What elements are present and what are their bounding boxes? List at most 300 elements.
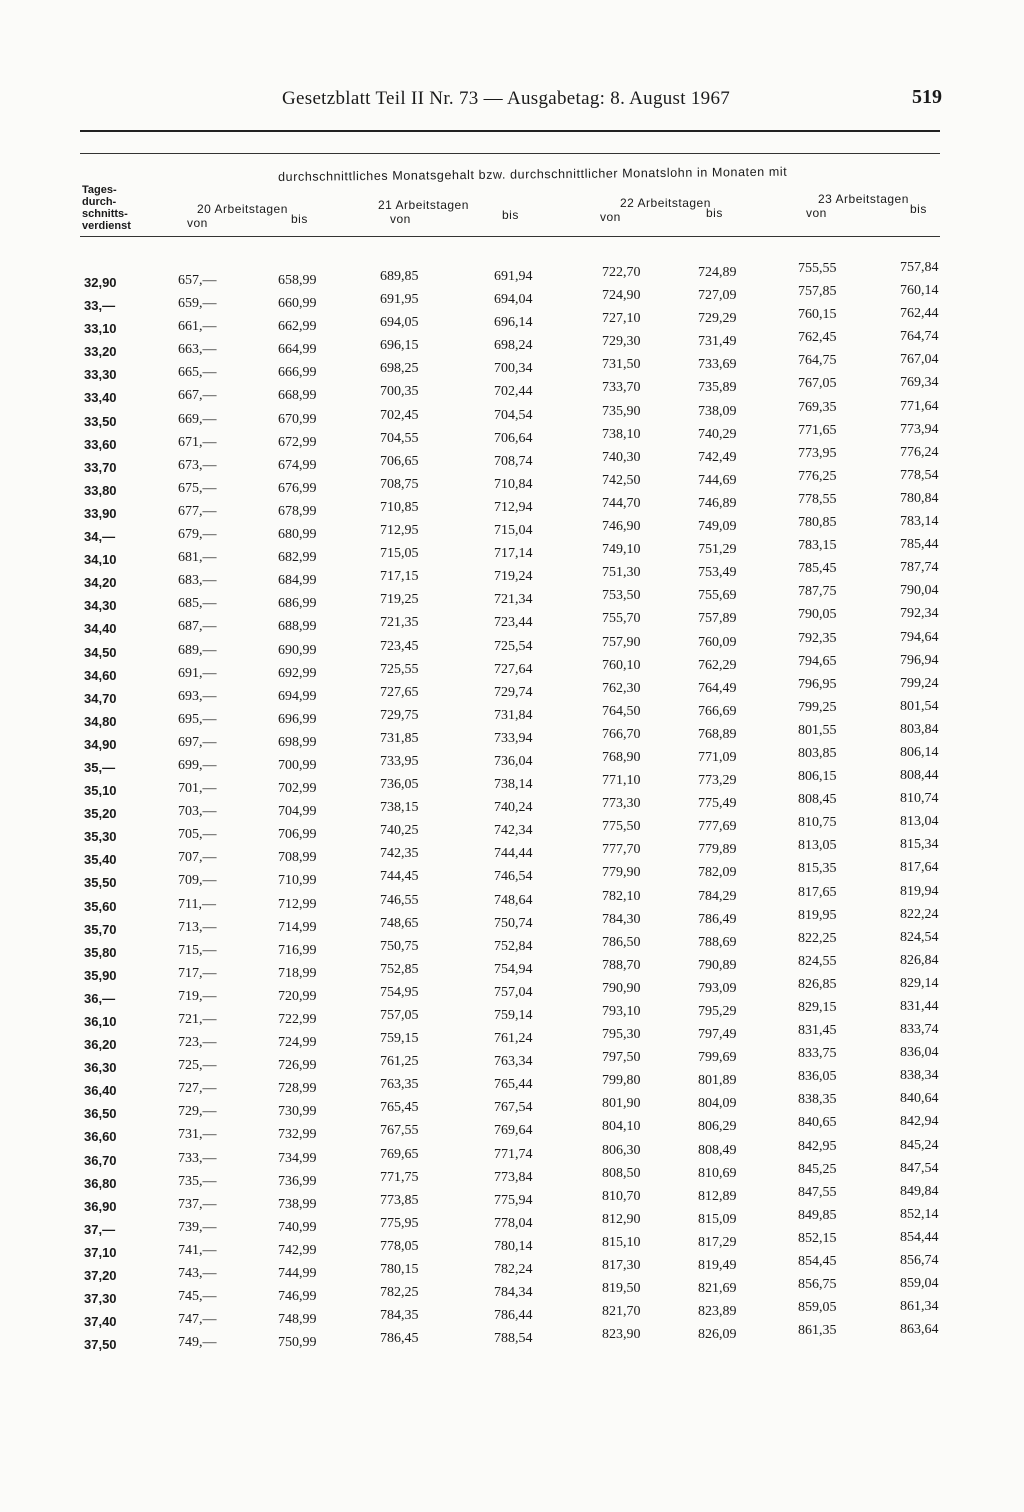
cell-von-23: 829,15 [798, 1000, 837, 1015]
cell-daily-average: 36,80 [84, 1175, 117, 1191]
cell-daily-average: 37,20 [84, 1268, 117, 1284]
cell-bis-22: 810,69 [698, 1165, 737, 1181]
cell-bis-23: 813,04 [900, 814, 939, 830]
cell-von-22: 799,80 [602, 1073, 641, 1089]
cell-von-20: 729,— [178, 1104, 217, 1120]
cell-von-20: 681,— [178, 550, 217, 566]
cell-von-22: 740,30 [602, 449, 641, 465]
cell-bis-20: 742,99 [278, 1242, 317, 1258]
cell-bis-20: 662,99 [278, 319, 317, 335]
cell-von-22: 821,70 [602, 1304, 641, 1320]
cell-von-21: 704,55 [380, 430, 419, 446]
cell-bis-21: 721,34 [494, 592, 533, 608]
cell-bis-22: 733,69 [698, 357, 737, 373]
cell-von-23: 764,75 [798, 353, 837, 369]
cell-bis-22: 779,89 [698, 842, 737, 858]
cell-von-23: 762,45 [798, 330, 837, 346]
cell-daily-average: 35,50 [84, 875, 117, 891]
cell-bis-23: 856,74 [900, 1253, 939, 1269]
cell-daily-average: 35,60 [84, 898, 117, 914]
cell-von-23: 803,85 [798, 745, 837, 761]
cell-bis-22: 764,49 [698, 680, 737, 696]
cell-bis-22: 808,49 [698, 1142, 737, 1158]
cell-von-21: 706,65 [380, 453, 419, 469]
cell-daily-average: 35,30 [84, 829, 117, 845]
cell-bis-21: 691,94 [494, 269, 533, 284]
cell-bis-21: 784,34 [494, 1285, 533, 1301]
cell-bis-23: 785,44 [900, 537, 939, 553]
cell-von-20: 673,— [178, 457, 217, 473]
cell-daily-average: 36,40 [84, 1083, 117, 1099]
cell-bis-20: 676,99 [278, 480, 317, 496]
cell-bis-22: 724,89 [698, 265, 737, 280]
cell-bis-21: 771,74 [494, 1146, 533, 1162]
cell-von-23: 806,15 [798, 769, 837, 785]
cell-von-20: 661,— [178, 319, 217, 335]
cell-bis-21: 740,24 [494, 800, 533, 816]
cell-daily-average: 33,10 [84, 321, 117, 337]
cell-von-23: 794,65 [798, 653, 837, 669]
cell-daily-average: 35,90 [84, 967, 117, 983]
cell-von-23: 845,25 [798, 1161, 837, 1177]
cell-von-23: 813,05 [798, 838, 837, 854]
cell-von-23: 769,35 [798, 399, 837, 415]
cell-bis-20: 724,99 [278, 1035, 317, 1051]
cell-von-22: 729,30 [602, 334, 641, 350]
cell-bis-22: 819,49 [698, 1258, 737, 1274]
cell-bis-23: 806,14 [900, 744, 939, 760]
cell-bis-23: 790,04 [900, 583, 939, 599]
cell-bis-21: 754,94 [494, 961, 533, 977]
cell-von-21: 715,05 [380, 546, 419, 562]
cell-von-23: 771,65 [798, 422, 837, 438]
cell-von-23: 796,95 [798, 676, 837, 692]
stub-header-line: verdienst [82, 220, 131, 232]
cell-bis-20: 664,99 [278, 342, 317, 358]
cell-bis-20: 674,99 [278, 457, 317, 473]
cell-von-20: 693,— [178, 688, 217, 704]
cell-daily-average: 37,40 [84, 1314, 117, 1330]
cell-bis-22: 806,29 [698, 1119, 737, 1135]
cell-von-23: 783,15 [798, 538, 837, 554]
cell-von-21: 736,05 [380, 777, 419, 793]
cell-von-20: 669,— [178, 411, 217, 427]
cell-bis-20: 678,99 [278, 503, 317, 519]
cell-bis-22: 826,09 [698, 1327, 737, 1343]
cell-von-20: 707,— [178, 850, 217, 866]
cell-von-20: 731,— [178, 1127, 217, 1143]
cell-bis-22: 801,89 [698, 1073, 737, 1089]
cell-bis-23: 764,74 [900, 329, 939, 345]
cell-bis-22: 768,89 [698, 726, 737, 742]
cell-daily-average: 33,50 [84, 413, 117, 429]
cell-von-23: 838,35 [798, 1092, 837, 1108]
cell-bis-23: 819,94 [900, 883, 939, 899]
cell-von-22: 808,50 [602, 1165, 641, 1181]
cell-von-20: 671,— [178, 434, 217, 450]
cell-von-20: 701,— [178, 781, 217, 797]
cell-bis-23: 861,34 [900, 1299, 939, 1315]
cell-von-22: 793,10 [602, 1004, 641, 1019]
cell-von-23: 767,05 [798, 376, 837, 392]
cell-von-20: 719,— [178, 988, 217, 1004]
cell-bis-23: 792,34 [900, 606, 939, 622]
cell-von-20: 685,— [178, 596, 217, 612]
cell-daily-average: 33,— [84, 298, 116, 314]
cell-von-23: 792,35 [798, 630, 837, 646]
cell-von-20: 723,— [178, 1035, 217, 1051]
page-header [82, 86, 942, 116]
cell-daily-average: 37,50 [84, 1337, 117, 1353]
cell-von-21: 727,65 [380, 684, 419, 700]
cell-von-21: 691,95 [380, 292, 419, 308]
cell-bis-23: 773,94 [900, 421, 939, 437]
cell-bis-20: 712,99 [278, 896, 317, 912]
cell-bis-20: 716,99 [278, 942, 317, 958]
cell-bis-20: 688,99 [278, 619, 317, 635]
cell-von-21: 700,35 [380, 384, 419, 400]
cell-bis-21: 757,04 [494, 984, 533, 1000]
cell-von-22: 817,30 [602, 1258, 641, 1274]
cell-daily-average: 35,70 [84, 921, 117, 937]
cell-von-21: 786,45 [380, 1331, 419, 1347]
cell-daily-average: 35,20 [84, 806, 117, 822]
cell-bis-20: 710,99 [278, 873, 317, 889]
cell-bis-22: 777,69 [698, 819, 737, 835]
cell-bis-20: 718,99 [278, 965, 317, 981]
cell-bis-21: 761,24 [494, 1031, 533, 1047]
cell-daily-average: 34,40 [84, 621, 117, 637]
cell-von-20: 663,— [178, 342, 217, 358]
cell-bis-21: 750,74 [494, 915, 533, 931]
cell-bis-22: 771,09 [698, 749, 737, 765]
cell-bis-20: 736,99 [278, 1173, 317, 1189]
cell-bis-22: 795,29 [698, 1004, 737, 1019]
cell-von-23: 833,75 [798, 1046, 837, 1062]
cell-bis-22: 788,69 [698, 934, 737, 950]
column-group-22 [590, 196, 750, 236]
cell-bis-23: 801,54 [900, 698, 939, 714]
cell-bis-21: 738,14 [494, 777, 533, 793]
cell-bis-23: 852,14 [900, 1206, 939, 1222]
cell-bis-20: 728,99 [278, 1081, 317, 1097]
cell-von-23: 776,25 [798, 468, 837, 484]
cell-von-23: 808,45 [798, 792, 837, 808]
cell-von-22: 722,70 [602, 265, 641, 280]
cell-von-22: 786,50 [602, 934, 641, 950]
cell-bis-20: 722,99 [278, 1012, 317, 1027]
cell-von-23: 849,85 [798, 1207, 837, 1223]
cell-bis-20: 748,99 [278, 1312, 317, 1328]
cell-bis-21: 759,14 [494, 1008, 533, 1023]
cell-bis-22: 762,29 [698, 657, 737, 673]
cell-bis-23: 842,94 [900, 1114, 939, 1130]
cell-daily-average: 33,40 [84, 390, 117, 406]
cell-von-21: 708,75 [380, 476, 419, 492]
cell-bis-21: 769,64 [494, 1123, 533, 1139]
cell-bis-20: 668,99 [278, 388, 317, 404]
cell-von-23: 817,65 [798, 884, 837, 900]
cell-bis-21: 704,54 [494, 407, 533, 423]
cell-bis-21: 712,94 [494, 499, 533, 515]
cell-bis-20: 738,99 [278, 1196, 317, 1212]
cell-von-22: 753,50 [602, 588, 641, 604]
cell-bis-21: 763,34 [494, 1054, 533, 1070]
cell-von-22: 804,10 [602, 1119, 641, 1135]
cell-bis-23: 771,64 [900, 398, 939, 414]
group-von-label: von [187, 216, 208, 230]
cell-bis-21: 782,24 [494, 1262, 533, 1278]
cell-von-20: 725,— [178, 1058, 217, 1074]
cell-bis-21: 729,74 [494, 684, 533, 700]
cell-von-20: 721,— [178, 1012, 217, 1027]
group-von-label: von [390, 212, 411, 226]
cell-von-20: 743,— [178, 1266, 217, 1282]
cell-bis-22: 729,29 [698, 311, 737, 327]
cell-von-23: 790,05 [798, 607, 837, 623]
cell-bis-23: 840,64 [900, 1091, 939, 1107]
cell-von-22: 733,70 [602, 380, 641, 396]
cell-von-22: 724,90 [602, 288, 641, 304]
cell-von-22: 757,90 [602, 634, 641, 650]
cell-von-21: 784,35 [380, 1308, 419, 1324]
cell-bis-22: 744,69 [698, 472, 737, 488]
cell-daily-average: 33,70 [84, 459, 117, 475]
cell-von-21: 742,35 [380, 846, 419, 862]
cell-bis-22: 823,89 [698, 1304, 737, 1320]
cell-von-22: 775,50 [602, 819, 641, 835]
cell-von-20: 717,— [178, 965, 217, 981]
cell-von-23: 859,05 [798, 1300, 837, 1316]
column-group-23 [806, 192, 946, 232]
cell-bis-23: 803,84 [900, 721, 939, 737]
cell-von-20: 703,— [178, 804, 217, 820]
cell-bis-22: 786,49 [698, 911, 737, 927]
cell-bis-22: 821,69 [698, 1281, 737, 1297]
cell-von-23: 836,05 [798, 1069, 837, 1085]
cell-daily-average: 35,10 [84, 783, 117, 799]
group-bis-label: bis [706, 206, 723, 220]
cell-bis-20: 686,99 [278, 596, 317, 612]
cell-von-23: 780,85 [798, 515, 837, 531]
cell-bis-21: 706,64 [494, 430, 533, 446]
cell-bis-23: 822,24 [900, 906, 939, 922]
cell-daily-average: 35,80 [84, 944, 117, 960]
cell-bis-21: 780,14 [494, 1238, 533, 1254]
cell-von-20: 683,— [178, 573, 217, 589]
cell-von-21: 731,85 [380, 730, 419, 746]
cell-daily-average: 34,90 [84, 736, 117, 752]
cell-bis-22: 727,09 [698, 288, 737, 304]
cell-von-23: 799,25 [798, 699, 837, 715]
cell-bis-23: 767,04 [900, 352, 939, 368]
cell-von-23: 831,45 [798, 1023, 837, 1039]
cell-von-22: 788,70 [602, 957, 641, 973]
stub-header-line: Tages- [82, 184, 117, 196]
cell-bis-21: 788,54 [494, 1331, 533, 1347]
cell-von-22: 797,50 [602, 1050, 641, 1066]
cell-bis-20: 694,99 [278, 688, 317, 704]
cell-bis-21: 742,34 [494, 823, 533, 839]
cell-bis-23: 778,54 [900, 467, 939, 483]
cell-bis-22: 755,69 [698, 588, 737, 604]
cell-bis-23: 833,74 [900, 1022, 939, 1038]
cell-von-22: 810,70 [602, 1188, 641, 1204]
cell-daily-average: 36,50 [84, 1106, 117, 1122]
cell-daily-average: 36,— [84, 990, 116, 1006]
cell-von-21: 765,45 [380, 1100, 419, 1116]
cell-von-22: 768,90 [602, 749, 641, 765]
cell-von-21: 744,45 [380, 869, 419, 885]
cell-daily-average: 34,— [84, 529, 116, 545]
cell-daily-average: 36,60 [84, 1129, 117, 1145]
cell-bis-21: 719,24 [494, 569, 533, 585]
cell-von-21: 771,75 [380, 1169, 419, 1185]
cell-von-20: 665,— [178, 365, 217, 381]
cell-von-21: 723,45 [380, 638, 419, 654]
cell-von-21: 694,05 [380, 315, 419, 331]
cell-von-21: 740,25 [380, 823, 419, 839]
cell-bis-22: 746,89 [698, 495, 737, 511]
cell-von-21: 780,15 [380, 1262, 419, 1278]
cell-bis-21: 708,74 [494, 453, 533, 469]
cell-von-20: 745,— [178, 1289, 217, 1305]
cell-von-23: 810,75 [798, 815, 837, 831]
cell-daily-average: 36,30 [84, 1060, 117, 1076]
cell-von-23: 773,95 [798, 445, 837, 461]
cell-von-21: 710,85 [380, 499, 419, 515]
cell-bis-21: 752,84 [494, 938, 533, 954]
cell-von-21: 712,95 [380, 523, 419, 539]
cell-bis-20: 706,99 [278, 827, 317, 843]
cell-von-20: 691,— [178, 665, 217, 681]
cell-bis-20: 696,99 [278, 711, 317, 727]
cell-von-23: 826,85 [798, 976, 837, 992]
cell-von-23: 852,15 [798, 1230, 837, 1246]
cell-von-20: 727,— [178, 1081, 217, 1097]
cell-bis-20: 692,99 [278, 665, 317, 681]
cell-bis-20: 684,99 [278, 573, 317, 589]
cell-bis-23: 794,64 [900, 629, 939, 645]
cell-bis-23: 859,04 [900, 1276, 939, 1292]
group-von-label: von [600, 210, 621, 224]
cell-daily-average: 36,70 [84, 1152, 117, 1168]
cell-bis-21: 765,44 [494, 1077, 533, 1093]
cell-bis-21: 696,14 [494, 315, 533, 331]
cell-von-20: 749,— [178, 1335, 217, 1351]
cell-bis-23: 783,14 [900, 514, 939, 530]
cell-daily-average: 34,30 [84, 598, 117, 614]
group-title: 23 Arbeitstagen [818, 192, 909, 206]
cell-daily-average: 34,50 [84, 644, 117, 660]
cell-bis-20: 708,99 [278, 850, 317, 866]
cell-von-23: 824,55 [798, 953, 837, 969]
cell-von-20: 699,— [178, 757, 217, 773]
cell-von-22: 782,10 [602, 888, 641, 904]
cell-von-20: 695,— [178, 711, 217, 727]
cell-daily-average: 33,20 [84, 344, 117, 360]
cell-von-23: 854,45 [798, 1254, 837, 1270]
table-row [82, 1229, 962, 1260]
cell-bis-22: 749,09 [698, 519, 737, 535]
cell-von-20: 667,— [178, 388, 217, 404]
cell-von-23: 787,75 [798, 584, 837, 600]
table-row [82, 999, 962, 1029]
cell-bis-20: 682,99 [278, 550, 317, 566]
cell-von-20: 679,— [178, 527, 217, 543]
cell-von-22: 764,50 [602, 703, 641, 719]
cell-bis-22: 797,49 [698, 1027, 737, 1043]
cell-von-21: 750,75 [380, 938, 419, 954]
cell-bis-21: 786,44 [494, 1308, 533, 1324]
cell-bis-23: 863,64 [900, 1322, 939, 1338]
cell-daily-average: 34,70 [84, 690, 117, 706]
cell-von-22: 751,30 [602, 565, 641, 581]
cell-von-22: 773,30 [602, 796, 641, 812]
cell-von-20: 713,— [178, 919, 217, 935]
cell-bis-20: 670,99 [278, 411, 317, 427]
cell-bis-20: 730,99 [278, 1104, 317, 1120]
cell-bis-20: 732,99 [278, 1127, 317, 1143]
cell-bis-21: 744,44 [494, 846, 533, 862]
cell-von-21: 763,35 [380, 1077, 419, 1093]
cell-bis-20: 714,99 [278, 919, 317, 935]
cell-von-23: 760,15 [798, 307, 837, 323]
cell-bis-22: 775,49 [698, 796, 737, 812]
cell-daily-average: 34,20 [84, 575, 117, 591]
cell-bis-23: 817,64 [900, 860, 939, 876]
cell-bis-23: 757,84 [900, 260, 939, 275]
cell-bis-22: 751,29 [698, 542, 737, 558]
cell-bis-21: 733,94 [494, 730, 533, 746]
cell-bis-20: 698,99 [278, 734, 317, 750]
group-bis-label: bis [502, 208, 519, 222]
cell-bis-22: 757,89 [698, 611, 737, 627]
cell-bis-22: 753,49 [698, 565, 737, 581]
cell-von-22: 746,90 [602, 519, 641, 535]
cell-daily-average: 34,80 [84, 713, 117, 729]
cell-von-22: 784,30 [602, 911, 641, 927]
cell-bis-23: 845,24 [900, 1137, 939, 1153]
cell-bis-23: 799,24 [900, 675, 939, 691]
cell-von-21: 721,35 [380, 615, 419, 631]
cell-von-22: 823,90 [602, 1327, 641, 1343]
cell-bis-21: 746,54 [494, 869, 533, 885]
cell-von-22: 819,50 [602, 1281, 641, 1297]
cell-bis-21: 715,04 [494, 523, 533, 539]
cell-daily-average: 33,80 [84, 482, 117, 498]
cell-bis-23: 826,84 [900, 952, 939, 968]
cell-von-23: 801,55 [798, 722, 837, 738]
cell-von-20: 733,— [178, 1150, 217, 1166]
cell-von-20: 741,— [178, 1242, 217, 1258]
cell-bis-22: 738,09 [698, 403, 737, 419]
cell-bis-20: 658,99 [278, 273, 317, 288]
column-group-21 [378, 198, 538, 238]
cell-daily-average: 37,— [84, 1221, 116, 1237]
cell-bis-20: 680,99 [278, 527, 317, 543]
cell-von-20: 657,— [178, 273, 217, 288]
cell-von-20: 735,— [178, 1173, 217, 1189]
cell-von-23: 785,45 [798, 561, 837, 577]
cell-bis-21: 700,34 [494, 361, 533, 377]
cell-daily-average: 37,30 [84, 1291, 117, 1307]
cell-von-21: 696,15 [380, 338, 419, 354]
cell-von-23: 847,55 [798, 1184, 837, 1200]
cell-von-22: 815,10 [602, 1234, 641, 1250]
group-bis-label: bis [910, 202, 927, 216]
cell-von-21: 698,25 [380, 361, 419, 377]
